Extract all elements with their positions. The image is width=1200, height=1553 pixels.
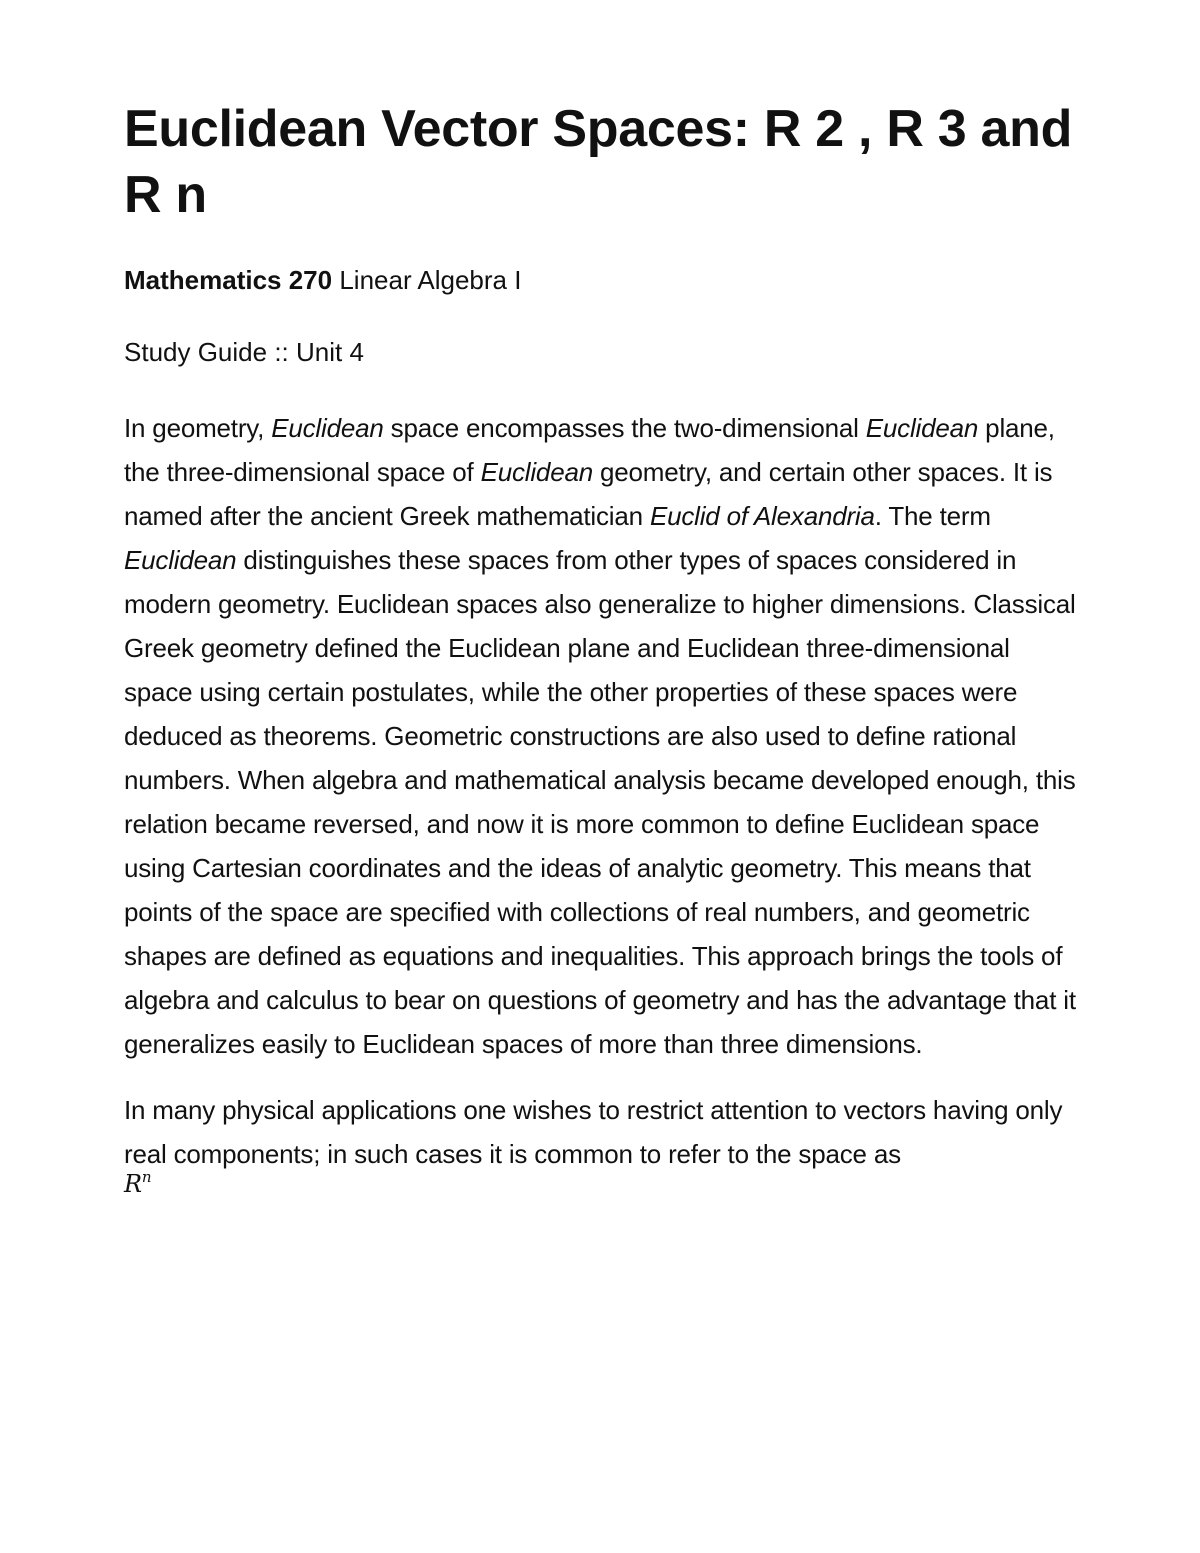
italic-term: Euclidean [271,413,384,443]
text-span: . The term [874,501,991,531]
course-code: Mathematics 270 [124,265,333,295]
intro-paragraph [124,406,1084,1066]
math-expression [124,1170,1084,1198]
text-span: space encompasses the two-dimensional [383,413,866,443]
math-exponent: n [141,1168,152,1186]
study-guide-label: Study Guide :: Unit 4 [124,337,364,367]
text-span: In many physical applications one wishes to restrict attention to vectors having only real components; in such cases it is common to refer to the space as [124,1095,1063,1169]
text-span: plane, the three-dimensional space of [124,413,1055,487]
italic-term: Euclidean [865,413,979,443]
document-title: Euclidean Vector Spaces: R 2 , R 3 and R n [124,100,1073,224]
applications-paragraph [124,1088,1084,1198]
math-base: R [124,1170,142,1198]
italic-term: Euclidean [124,545,237,575]
italic-term: Euclidean [480,457,593,487]
text-span: distinguishes these spaces from other types of spaces considered in modern geometry. Euclidean spaces also generalize to higher dimensions. Classical Greek geometry defined the Euclidean plane and Euclidean three-dimensional space using certain postulates, while the other properties of these spaces were deduced as theorems. Geometric constructions are also used to define rational numbers. When algebra and mathematical analysis became developed enough, this relation became reversed, and now it is more common to define Euclidean space using Cartesian coordinates and the ideas of analytic geometry. This means that points of the space are specified with collections of real numbers, and geometric shapes are defined as equations and inequalities. This approach brings the tools of algebra and calculus to bear on questions of geometry and has the advantage that it generalizes easily to Euclidean spaces of more than three dimensions. [124,545,1076,1059]
text-span: In geometry, [124,413,272,443]
text-span: geometry, and certain other spaces. It is named after the ancient Greek mathematician [124,457,1053,531]
course-line [124,262,1084,298]
document-page [124,96,1084,1198]
course-name: Linear Algebra I [332,265,522,295]
italic-name: Euclid of Alexandria [649,501,875,531]
